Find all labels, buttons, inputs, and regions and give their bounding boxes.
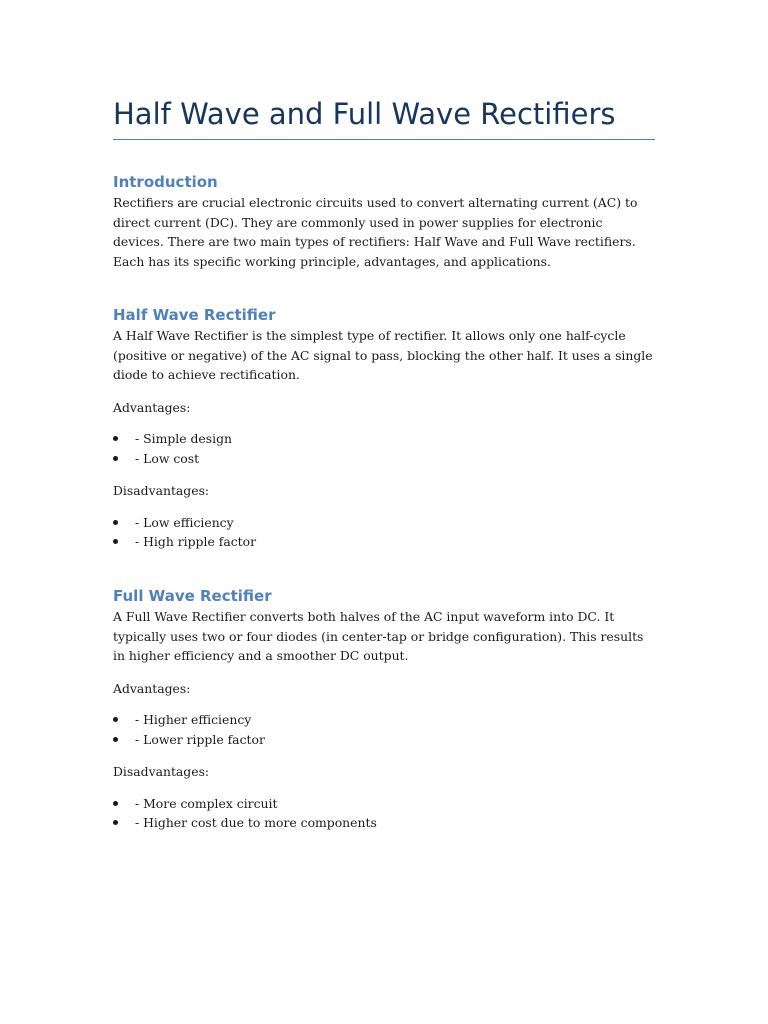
bullet-icon — [113, 520, 118, 525]
half-wave-advantages-list — [113, 429, 655, 468]
full-wave-section — [113, 585, 655, 833]
bullet-icon — [113, 737, 118, 742]
list-item — [113, 710, 655, 730]
full-wave-heading: Full Wave Rectifier — [113, 587, 272, 605]
list-item — [113, 730, 655, 750]
half-wave-section — [113, 304, 655, 552]
half-wave-heading: Half Wave Rectifier — [113, 306, 276, 324]
introduction-section — [113, 171, 655, 271]
half-wave-disadvantages-list — [113, 513, 655, 552]
bullet-icon — [113, 456, 118, 461]
half-wave-disadvantages-label: Disadvantages: — [113, 483, 210, 498]
introduction-heading: Introduction — [113, 173, 218, 191]
document-title: Half Wave and Full Wave Rectifiers — [113, 97, 616, 131]
list-item-text: - Lower ripple factor — [135, 731, 265, 747]
list-item-text: - More complex circuit — [135, 795, 278, 811]
introduction-paragraph: Rectifiers are crucial electronic circuits used to convert alternating current (AC) to direct current (DC). They are commonly used in power supplies for electronic devices. There are two main types of rectifiers: Half Wave and Full Wave rectifiers. Each has its specific working principle, advantages, and applications. — [113, 195, 638, 269]
list-item-text: - High ripple factor — [135, 534, 257, 549]
list-item — [113, 513, 655, 533]
full-wave-disadvantages-list — [113, 794, 655, 833]
bullet-icon — [113, 539, 118, 544]
half-wave-paragraph: A Half Wave Rectifier is the simplest type of rectifier. It allows only one half-cycle (positive or negative) of the AC signal to pass, blocking the other half. It uses a single diode to achieve rectification. — [113, 328, 653, 382]
list-item — [113, 449, 655, 469]
full-wave-paragraph: A Full Wave Rectifier converts both halves of the AC input waveform into DC. It typically uses two or four diodes (in center-tap or bridge configuration). This results in higher efficiency and a smoother DC output. — [113, 609, 644, 663]
list-item-text: - Simple design — [135, 431, 232, 446]
full-wave-advantages-list — [113, 710, 655, 749]
list-item — [113, 429, 655, 449]
full-wave-disadvantages-label: Disadvantages: — [113, 764, 210, 779]
list-item-text: - Higher efficiency — [135, 712, 252, 727]
list-item-text: - Low cost — [135, 450, 200, 466]
bullet-icon — [113, 436, 118, 441]
list-item — [113, 532, 655, 552]
list-item-text: - Low efficiency — [135, 514, 234, 530]
list-item — [113, 813, 655, 833]
bullet-icon — [113, 801, 118, 806]
half-wave-advantages-label: Advantages: — [113, 399, 191, 415]
full-wave-advantages-label: Advantages: — [113, 680, 191, 696]
list-item-text: - Higher cost due to more components — [135, 815, 377, 830]
bullet-icon — [113, 717, 118, 722]
bullet-icon — [113, 820, 118, 825]
list-item — [113, 794, 655, 814]
title-underline — [113, 139, 655, 140]
